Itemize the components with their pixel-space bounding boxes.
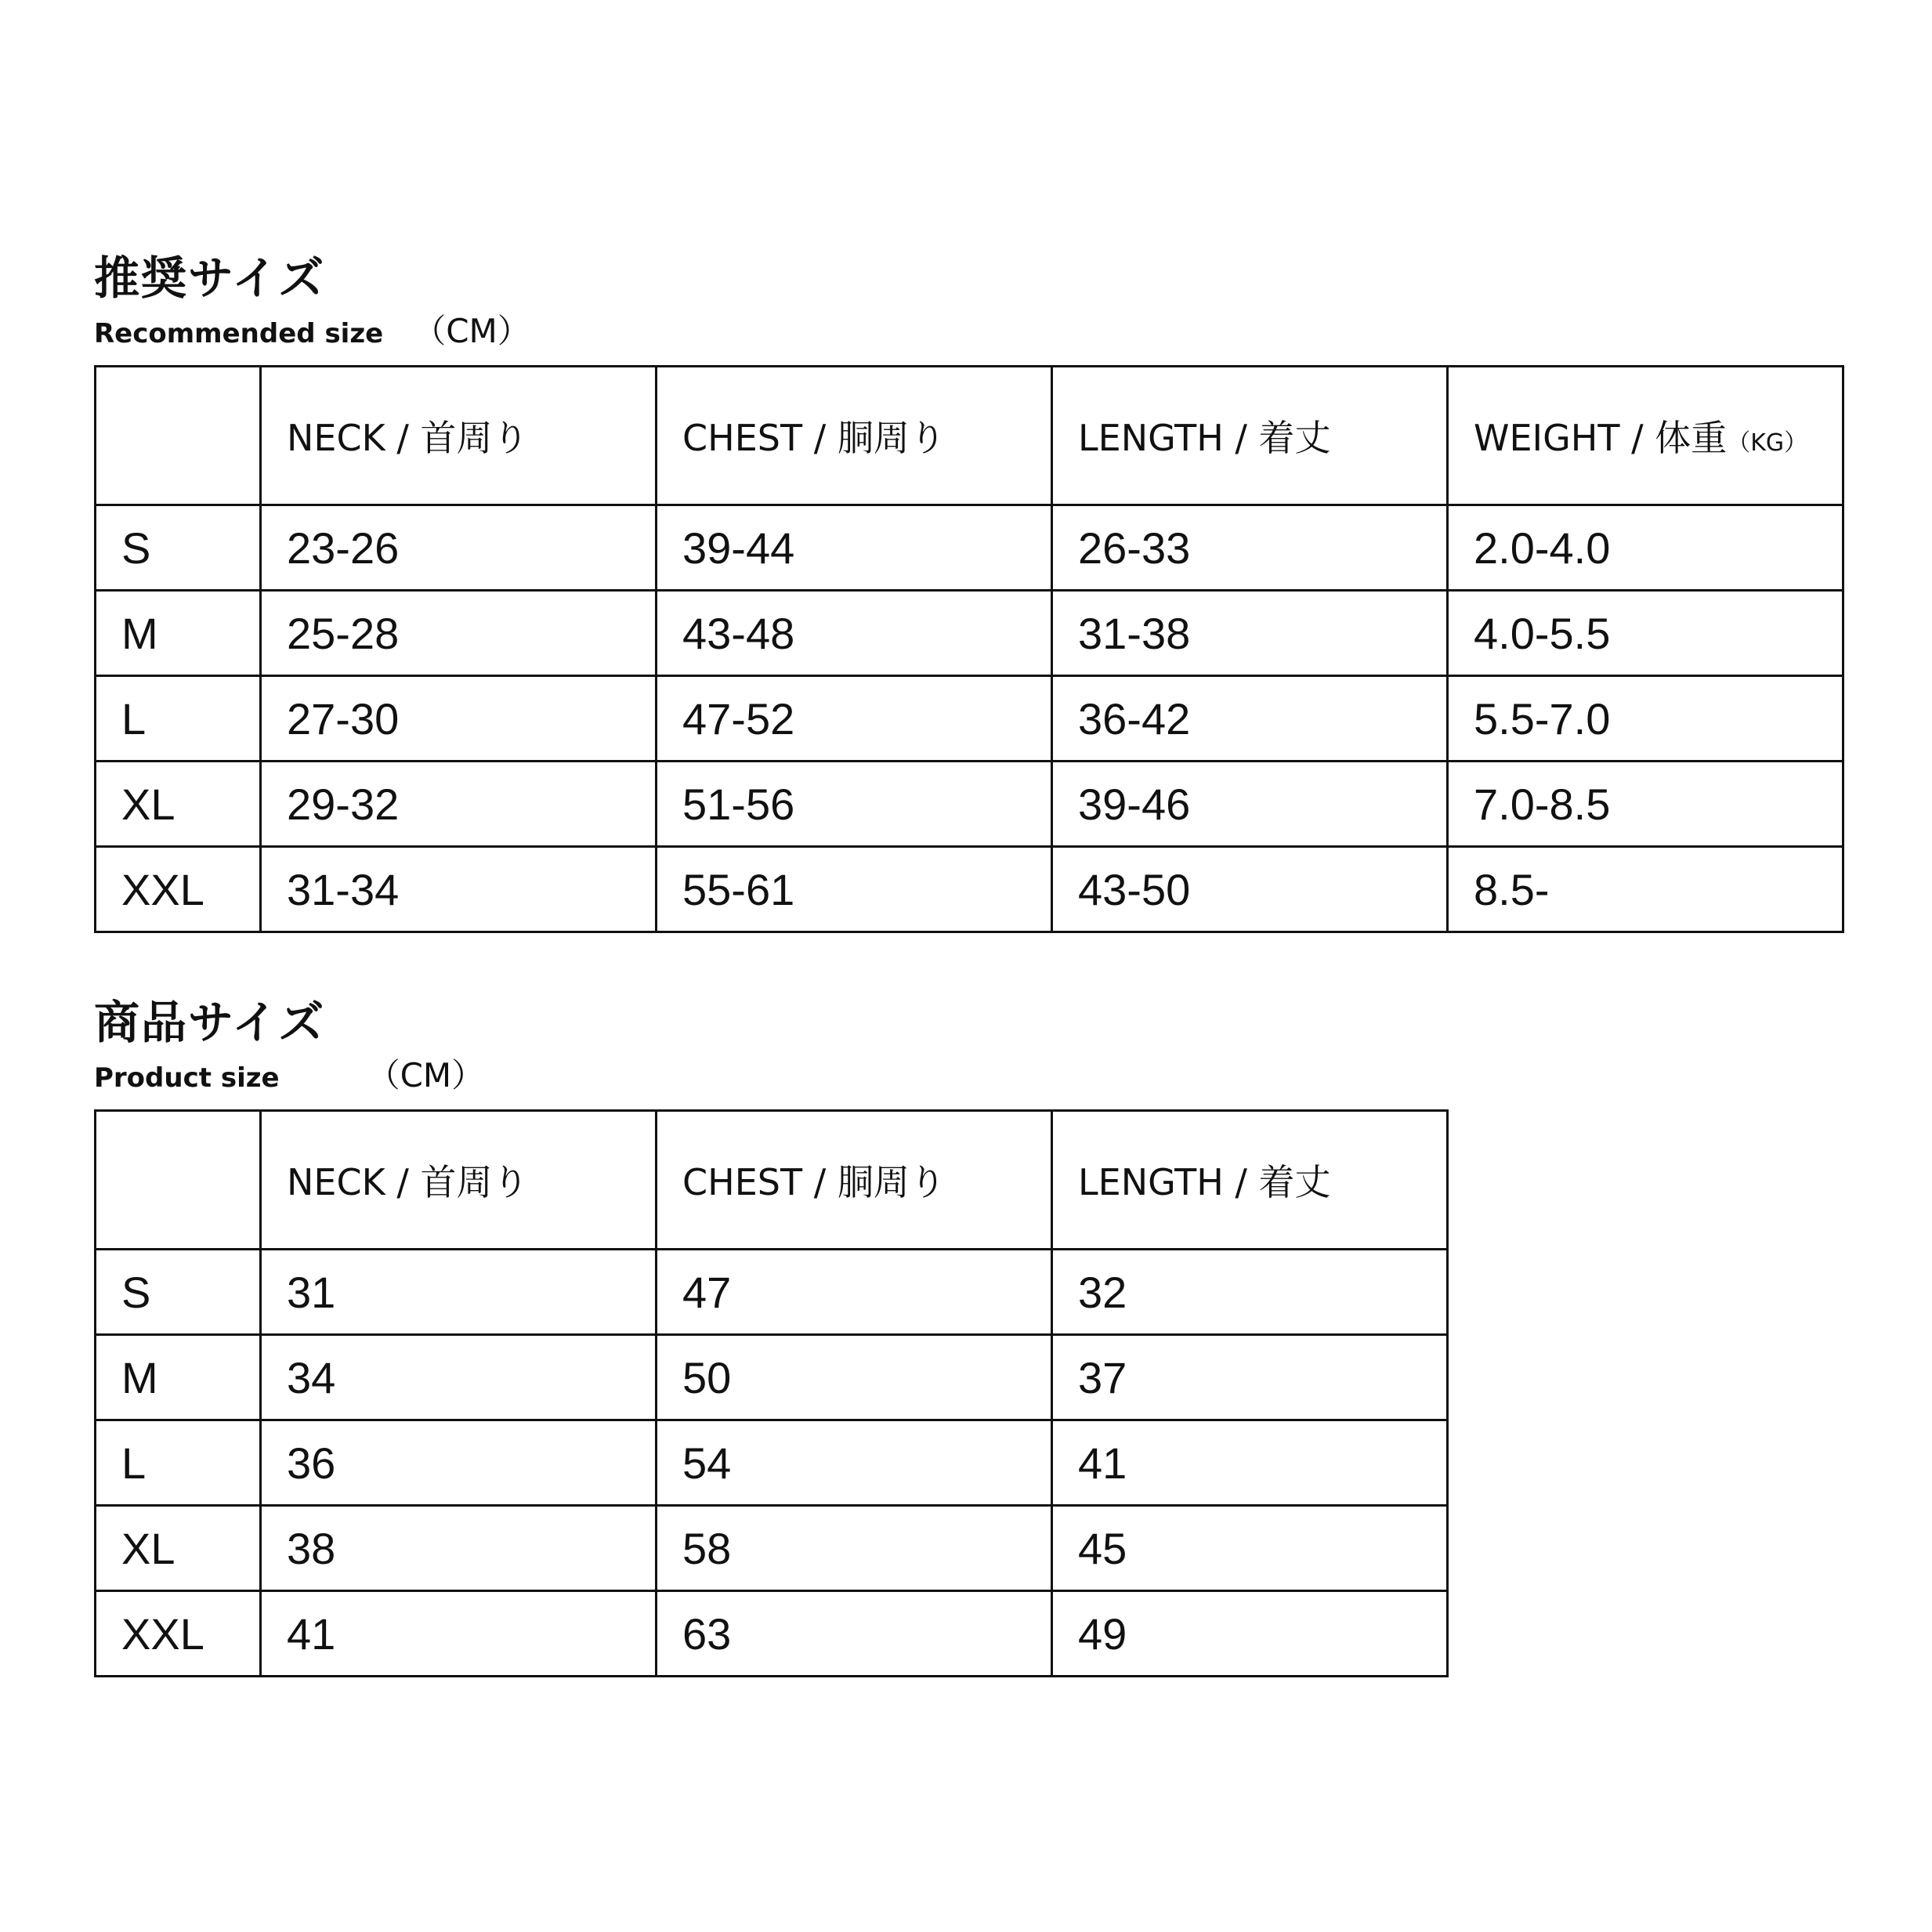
weight-cell: 8.5-: [1448, 847, 1843, 932]
product-size-section: [94, 995, 1449, 1677]
chest-cell: 47: [657, 1250, 1052, 1335]
weight-cell: 5.5-7.0: [1448, 676, 1843, 762]
header-chest: CHEST / 胴周り: [657, 1111, 1052, 1250]
size-cell: L: [96, 1420, 261, 1506]
neck-cell: 36: [261, 1420, 657, 1506]
size-cell: XXL: [96, 1591, 261, 1677]
recommended-title-jp: 推奨サイズ: [94, 251, 326, 305]
table-row: [96, 847, 1843, 932]
length-cell: 45: [1052, 1506, 1448, 1591]
header-weight-unit: （KG）: [1727, 429, 1808, 457]
recommended-size-section: [94, 251, 1844, 933]
neck-cell: 29-32: [261, 762, 657, 847]
table-row: [96, 1506, 1448, 1591]
table-row: [96, 676, 1843, 762]
neck-cell: 25-28: [261, 591, 657, 676]
table-header-row: [96, 1111, 1448, 1250]
product-size-table: [94, 1109, 1449, 1677]
chest-cell: 63: [657, 1591, 1052, 1677]
size-cell: S: [96, 1250, 261, 1335]
size-cell: L: [96, 676, 261, 762]
recommended-unit: （CM）: [413, 312, 530, 350]
table-row: [96, 1420, 1448, 1506]
size-cell: S: [96, 505, 261, 591]
weight-cell: 4.0-5.5: [1448, 591, 1843, 676]
header-neck: NECK / 首周り: [261, 1111, 657, 1250]
table-row: [96, 1250, 1448, 1335]
table-row: [96, 505, 1843, 591]
table-row: [96, 1591, 1448, 1677]
length-cell: 41: [1052, 1420, 1448, 1506]
length-cell: 39-46: [1052, 762, 1448, 847]
header-neck: NECK / 首周り: [261, 367, 657, 505]
neck-cell: 34: [261, 1335, 657, 1420]
neck-cell: 38: [261, 1506, 657, 1591]
product-unit: （CM）: [367, 1056, 485, 1094]
table-row: [96, 591, 1843, 676]
header-chest: CHEST / 胴周り: [657, 367, 1052, 505]
chest-cell: 43-48: [657, 591, 1052, 676]
weight-cell: 7.0-8.5: [1448, 762, 1843, 847]
chest-cell: 39-44: [657, 505, 1052, 591]
neck-cell: 23-26: [261, 505, 657, 591]
length-cell: 36-42: [1052, 676, 1448, 762]
chest-cell: 54: [657, 1420, 1052, 1506]
recommended-title-en: Recommended size: [94, 318, 384, 349]
chest-cell: 58: [657, 1506, 1052, 1591]
chest-cell: 50: [657, 1335, 1052, 1420]
product-subtitle-row: [94, 1050, 1449, 1094]
length-cell: 32: [1052, 1250, 1448, 1335]
length-cell: 37: [1052, 1335, 1448, 1420]
size-cell: M: [96, 1335, 261, 1420]
size-cell: XXL: [96, 847, 261, 932]
neck-cell: 31: [261, 1250, 657, 1335]
product-title-en: Product size: [94, 1062, 280, 1094]
header-weight-label: WEIGHT / 体重: [1474, 417, 1728, 459]
neck-cell: 41: [261, 1591, 657, 1677]
table-row: [96, 1335, 1448, 1420]
size-cell: XL: [96, 762, 261, 847]
weight-cell: 2.0-4.0: [1448, 505, 1843, 591]
chest-cell: 51-56: [657, 762, 1052, 847]
header-length: LENGTH / 着丈: [1052, 1111, 1448, 1250]
length-cell: 43-50: [1052, 847, 1448, 932]
product-title-jp: 商品サイズ: [94, 996, 326, 1049]
header-size: [96, 1111, 261, 1250]
size-cell: XL: [96, 1506, 261, 1591]
header-weight: [1448, 367, 1843, 505]
length-cell: 49: [1052, 1591, 1448, 1677]
table-row: [96, 762, 1843, 847]
chest-cell: 47-52: [657, 676, 1052, 762]
recommended-size-table: [94, 365, 1844, 933]
neck-cell: 27-30: [261, 676, 657, 762]
table-header-row: [96, 367, 1843, 505]
chest-cell: 55-61: [657, 847, 1052, 932]
length-cell: 31-38: [1052, 591, 1448, 676]
header-length: LENGTH / 着丈: [1052, 367, 1448, 505]
recommended-subtitle-row: [94, 306, 1844, 349]
length-cell: 26-33: [1052, 505, 1448, 591]
size-cell: M: [96, 591, 261, 676]
header-size: [96, 367, 261, 505]
neck-cell: 31-34: [261, 847, 657, 932]
